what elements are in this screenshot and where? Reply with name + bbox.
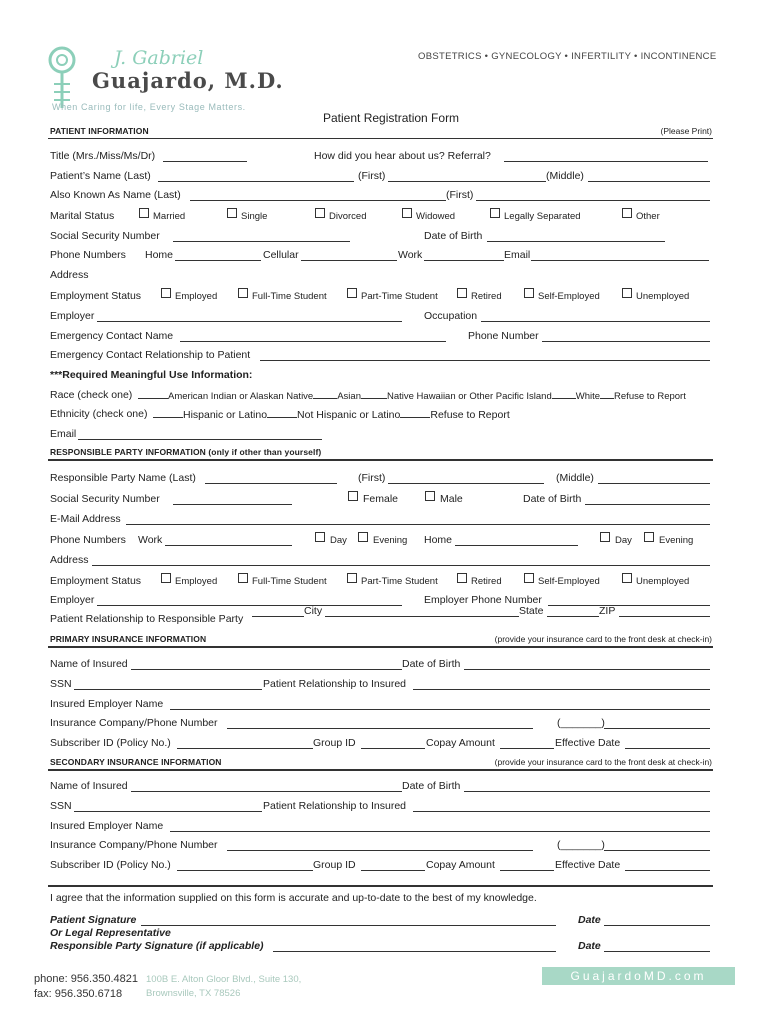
- secondary-phone-paren: (_______): [557, 839, 605, 851]
- referral-label: How did you hear about us? Referral?: [314, 150, 491, 162]
- secondary-company-field[interactable]: [227, 850, 533, 851]
- employer-field[interactable]: [97, 321, 402, 322]
- middle-name-label: (Middle): [546, 170, 584, 182]
- aka-last-field[interactable]: [190, 200, 446, 201]
- meaningful-use-heading: ***Required Meaningful Use Information:: [50, 369, 253, 381]
- emergency-relationship-label: Emergency Contact Relationship to Patient: [50, 349, 251, 361]
- primary-relationship-field[interactable]: [413, 689, 710, 690]
- resp-address-field[interactable]: [92, 565, 710, 566]
- primary-employer-field[interactable]: [170, 709, 710, 710]
- resp-retired-checkbox[interactable]: [457, 573, 467, 583]
- part-time-student-label: Part-Time Student: [361, 291, 438, 302]
- home-day-label: Day: [615, 535, 632, 546]
- race-blank[interactable]: [552, 390, 576, 399]
- footer-fax: fax: 956.350.6718: [34, 988, 123, 1000]
- full-time-student-label: Full-Time Student: [252, 291, 327, 302]
- responsible-party-heading: RESPONSIBLE PARTY INFORMATION (only if other than yourself): [50, 447, 322, 457]
- emergency-phone-label: Phone Number: [468, 330, 539, 342]
- home-day-checkbox[interactable]: [600, 532, 610, 542]
- secondary-insured-field[interactable]: [131, 791, 402, 792]
- self-employed-label: Self-Employed: [538, 291, 600, 302]
- primary-dob-field[interactable]: [464, 669, 710, 670]
- title-label: Title (Mrs./Miss/Ms/Dr): [50, 150, 156, 162]
- race-options: [138, 390, 686, 402]
- primary-phone-paren: (_______): [557, 717, 605, 729]
- employer-phone-label: Employer Phone Number: [424, 594, 542, 606]
- primary-insurance-heading: PRIMARY INSURANCE INFORMATION: [50, 634, 207, 644]
- full-time-student-checkbox[interactable]: [238, 288, 248, 298]
- resp-part-time-checkbox[interactable]: [347, 573, 357, 583]
- home-phone-label: Home: [145, 249, 174, 261]
- ethnicity-blank[interactable]: [267, 408, 297, 418]
- secondary-employer-label: Insured Employer Name: [50, 820, 164, 832]
- patient-signature-label: Patient Signature: [50, 914, 137, 926]
- secondary-insurance-note: (provide your insurance card to the front desk at check-in): [494, 757, 712, 767]
- patient-name-label: Patient’s Name (Last): [50, 170, 151, 182]
- secondary-subscriber-field[interactable]: [177, 870, 313, 871]
- secondary-employer-field[interactable]: [170, 831, 710, 832]
- secondary-relationship-field[interactable]: [413, 811, 710, 812]
- ethnicity-label: Ethnicity (check one): [50, 408, 148, 420]
- work-evening-label: Evening: [373, 535, 408, 546]
- patient-middle-name-field[interactable]: [588, 181, 710, 182]
- responsible-signature-label: Responsible Party Signature (if applicable): [50, 940, 264, 952]
- unemployed-checkbox[interactable]: [622, 288, 632, 298]
- patient-info-heading: PATIENT INFORMATION: [50, 126, 149, 136]
- resp-work-label: Work: [138, 534, 163, 546]
- primary-employer-label: Insured Employer Name: [50, 698, 164, 710]
- ethnicity-blank[interactable]: [400, 408, 430, 418]
- secondary-company-label: Insurance Company/Phone Number: [50, 839, 218, 851]
- resp-middle-name-field[interactable]: [598, 483, 710, 484]
- first-name-label: (First): [358, 170, 386, 182]
- ssn-label: Social Security Number: [50, 230, 160, 242]
- logo: [46, 44, 306, 116]
- resp-home-label: Home: [424, 534, 453, 546]
- resp-ssn-field[interactable]: [173, 504, 292, 505]
- footer-address-line1: 100B E. Alton Gloor Blvd., Suite 130,: [146, 974, 302, 985]
- home-evening-label: Evening: [659, 535, 694, 546]
- employed-label: Employed: [175, 291, 218, 302]
- responsible-date-label: Date: [578, 940, 601, 952]
- primary-company-field[interactable]: [227, 728, 533, 729]
- resp-work-phone-field[interactable]: [165, 545, 292, 546]
- work-phone-field[interactable]: [424, 260, 504, 261]
- zip-label: ZIP: [599, 605, 616, 617]
- title-field[interactable]: [163, 161, 247, 162]
- city-label: City: [304, 605, 323, 617]
- emergency-phone-field[interactable]: [542, 341, 710, 342]
- male-checkbox[interactable]: [425, 491, 435, 501]
- secondary-copay-label: Copay Amount: [426, 859, 495, 871]
- secondary-effective-field[interactable]: [625, 870, 710, 871]
- resp-home-phone-field[interactable]: [455, 545, 578, 546]
- secondary-group-label: Group ID: [313, 859, 356, 871]
- specialties: OBSTETRICS • GYNECOLOGY • INFERTILITY • INCONTINENCE: [418, 51, 717, 62]
- form-title: Patient Registration Form: [323, 111, 460, 125]
- aka-first-label: (First): [446, 189, 474, 201]
- resp-employment-label: Employment Status: [50, 575, 142, 587]
- marital-married-label: Married: [153, 211, 186, 222]
- primary-dob-label: Date of Birth: [402, 658, 461, 670]
- logo-mark-icon: [46, 44, 78, 110]
- patient-relationship-field[interactable]: [252, 616, 304, 617]
- secondary-insured-label: Name of Insured: [50, 780, 128, 792]
- cell-phone-field[interactable]: [301, 260, 397, 261]
- primary-subscriber-label: Subscriber ID (Policy No.): [50, 737, 171, 749]
- resp-dob-label: Date of Birth: [523, 493, 582, 505]
- please-print-note: (Please Print): [660, 126, 712, 136]
- employed-checkbox[interactable]: [161, 288, 171, 298]
- ssn-field[interactable]: [173, 241, 350, 242]
- work-evening-checkbox[interactable]: [358, 532, 368, 542]
- work-day-label: Day: [330, 535, 347, 546]
- race-option: American Indian or Alaskan Native: [168, 391, 314, 402]
- ethnicity-option: Refuse to Report: [430, 409, 510, 421]
- secondary-group-field[interactable]: [361, 870, 425, 871]
- race-option: Native Hawaiian or Other Pacific Island: [386, 391, 552, 402]
- primary-company-phone-field[interactable]: [604, 728, 710, 729]
- resp-middle-label: (Middle): [556, 472, 594, 484]
- marital-single-checkbox[interactable]: [227, 208, 237, 218]
- resp-employer-label: Employer: [50, 594, 95, 606]
- section-divider: [48, 459, 713, 461]
- primary-subscriber-field[interactable]: [177, 748, 313, 749]
- section-divider: [48, 769, 713, 771]
- marital-divorced-label: Divorced: [329, 211, 367, 222]
- dob-label: Date of Birth: [424, 230, 483, 242]
- primary-effective-label: Effective Date: [555, 737, 621, 749]
- tagline: When Caring for life, Every Stage Matters.: [52, 102, 246, 112]
- marital-widowed-checkbox[interactable]: [402, 208, 412, 218]
- resp-self-employed-checkbox[interactable]: [524, 573, 534, 583]
- secondary-dob-label: Date of Birth: [402, 780, 461, 792]
- agreement-statement: I agree that the information supplied on this form is accurate and up-to-date to the best of my knowledge.: [50, 892, 537, 904]
- race-blank[interactable]: [361, 390, 387, 399]
- secondary-subscriber-label: Subscriber ID (Policy No.): [50, 859, 171, 871]
- secondary-effective-label: Effective Date: [555, 859, 621, 871]
- emergency-contact-label: Emergency Contact Name: [50, 330, 174, 342]
- marital-other-label: Other: [636, 211, 660, 222]
- email-field[interactable]: [531, 260, 709, 261]
- primary-ssn-label: SSN: [50, 678, 72, 690]
- secondary-ssn-label: SSN: [50, 800, 72, 812]
- marital-separated-label: Legally Separated: [504, 211, 581, 222]
- employer-label: Employer: [50, 310, 95, 322]
- resp-dob-field[interactable]: [585, 504, 710, 505]
- secondary-ssn-field[interactable]: [74, 811, 262, 812]
- occupation-label: Occupation: [424, 310, 478, 322]
- resp-email-field[interactable]: [126, 524, 710, 525]
- section-divider: [48, 885, 713, 887]
- ethnicity-options: [153, 408, 510, 421]
- home-phone-field[interactable]: [175, 260, 261, 261]
- primary-insurance-note: (provide your insurance card to the front desk at check-in): [494, 634, 712, 644]
- race-blank[interactable]: [313, 390, 337, 399]
- resp-email-label: E-Mail Address: [50, 513, 121, 525]
- resp-unemployed-checkbox[interactable]: [622, 573, 632, 583]
- patient-last-name-field[interactable]: [158, 181, 354, 182]
- resp-full-time-label: Full-Time Student: [252, 576, 327, 587]
- work-day-checkbox[interactable]: [315, 532, 325, 542]
- address-label: Address: [50, 269, 89, 281]
- race-label: Race (check one): [50, 389, 133, 401]
- self-employed-checkbox[interactable]: [524, 288, 534, 298]
- patient-first-name-field[interactable]: [388, 181, 546, 182]
- primary-insured-field[interactable]: [131, 669, 402, 670]
- logo-name-first: J. Gabriel: [114, 47, 204, 69]
- primary-copay-field[interactable]: [500, 748, 554, 749]
- primary-insured-label: Name of Insured: [50, 658, 128, 670]
- section-divider: [48, 138, 713, 139]
- resp-retired-label: Retired: [471, 576, 502, 587]
- resp-employed-label: Employed: [175, 576, 218, 587]
- phone-numbers-label: Phone Numbers: [50, 249, 126, 261]
- email2-field[interactable]: [78, 439, 322, 440]
- resp-ssn-label: Social Security Number: [50, 493, 160, 505]
- primary-group-field[interactable]: [361, 748, 425, 749]
- emergency-relationship-field[interactable]: [260, 360, 710, 361]
- resp-unemployed-label: Unemployed: [636, 576, 690, 587]
- city-field[interactable]: [325, 616, 519, 617]
- secondary-relationship-label: Patient Relationship to Insured: [263, 800, 407, 812]
- resp-name-label: Responsible Party Name (Last): [50, 472, 196, 484]
- primary-company-label: Insurance Company/Phone Number: [50, 717, 218, 729]
- work-phone-label: Work: [398, 249, 423, 261]
- race-option: White: [575, 391, 601, 402]
- secondary-dob-field[interactable]: [464, 791, 710, 792]
- marital-status-label: Marital Status: [50, 210, 115, 222]
- resp-first-name-field[interactable]: [388, 483, 544, 484]
- state-field[interactable]: [547, 616, 599, 617]
- dob-field[interactable]: [487, 241, 665, 242]
- employment-status-label: Employment Status: [50, 290, 142, 302]
- primary-relationship-label: Patient Relationship to Insured: [263, 678, 407, 690]
- primary-effective-field[interactable]: [625, 748, 710, 749]
- state-label: State: [519, 605, 544, 617]
- section-divider: [48, 646, 713, 648]
- legal-representative-label: Or Legal Representative: [50, 927, 171, 939]
- marital-separated-checkbox[interactable]: [490, 208, 500, 218]
- logo-name-last: Guajardo, M.D.: [92, 68, 284, 93]
- part-time-student-checkbox[interactable]: [347, 288, 357, 298]
- footer-address-line2: Brownsville, TX 78526: [146, 988, 241, 999]
- retired-checkbox[interactable]: [457, 288, 467, 298]
- marital-divorced-checkbox[interactable]: [315, 208, 325, 218]
- secondary-company-phone-field[interactable]: [604, 850, 710, 851]
- email-label: Email: [504, 249, 531, 261]
- secondary-copay-field[interactable]: [500, 870, 554, 871]
- primary-group-label: Group ID: [313, 737, 356, 749]
- secondary-insurance-heading: SECONDARY INSURANCE INFORMATION: [50, 757, 222, 767]
- patient-signature-field[interactable]: [141, 925, 556, 926]
- home-evening-checkbox[interactable]: [644, 532, 654, 542]
- primary-copay-label: Copay Amount: [426, 737, 495, 749]
- resp-self-employed-label: Self-Employed: [538, 576, 600, 587]
- primary-ssn-field[interactable]: [74, 689, 262, 690]
- zip-field[interactable]: [619, 616, 710, 617]
- aka-label: Also Known As Name (Last): [50, 189, 181, 201]
- patient-relationship-label: Patient Relationship to Responsible Party: [50, 613, 244, 625]
- referral-field[interactable]: [504, 161, 708, 162]
- female-label: Female: [363, 493, 399, 505]
- resp-first-label: (First): [358, 472, 386, 484]
- cell-phone-label: Cellular: [263, 249, 299, 261]
- unemployed-label: Unemployed: [636, 291, 690, 302]
- resp-employed-checkbox[interactable]: [161, 573, 171, 583]
- resp-last-name-field[interactable]: [205, 483, 337, 484]
- race-blank[interactable]: [600, 390, 614, 399]
- race-option: Asian: [337, 391, 361, 402]
- responsible-date-field[interactable]: [604, 951, 710, 952]
- resp-address-label: Address: [50, 554, 89, 566]
- marital-married-checkbox[interactable]: [139, 208, 149, 218]
- resp-full-time-checkbox[interactable]: [238, 573, 248, 583]
- aka-first-field[interactable]: [476, 200, 710, 201]
- retired-label: Retired: [471, 291, 502, 302]
- resp-employer-field[interactable]: [97, 605, 402, 606]
- responsible-signature-field[interactable]: [273, 951, 556, 952]
- marital-single-label: Single: [241, 211, 268, 222]
- email2-label: Email: [50, 428, 77, 440]
- ethnicity-option: Hispanic or Latino: [183, 409, 268, 421]
- employer-phone-field[interactable]: [548, 605, 710, 606]
- emergency-contact-field[interactable]: [180, 341, 446, 342]
- occupation-field[interactable]: [481, 321, 710, 322]
- patient-date-field[interactable]: [604, 925, 710, 926]
- resp-phone-label: Phone Numbers: [50, 534, 126, 546]
- race-blank[interactable]: [138, 390, 168, 399]
- male-label: Male: [440, 493, 463, 505]
- marital-widowed-label: Widowed: [416, 211, 456, 222]
- footer-website: GuajardoMD.com: [542, 967, 735, 985]
- footer-phone: phone: 956.350.4821: [34, 973, 138, 985]
- ethnicity-blank[interactable]: [153, 408, 183, 418]
- marital-other-checkbox[interactable]: [622, 208, 632, 218]
- female-checkbox[interactable]: [348, 491, 358, 501]
- patient-date-label: Date: [578, 914, 601, 926]
- race-option: Refuse to Report: [614, 391, 686, 402]
- ethnicity-option: Not Hispanic or Latino: [297, 409, 401, 421]
- resp-part-time-label: Part-Time Student: [361, 576, 438, 587]
